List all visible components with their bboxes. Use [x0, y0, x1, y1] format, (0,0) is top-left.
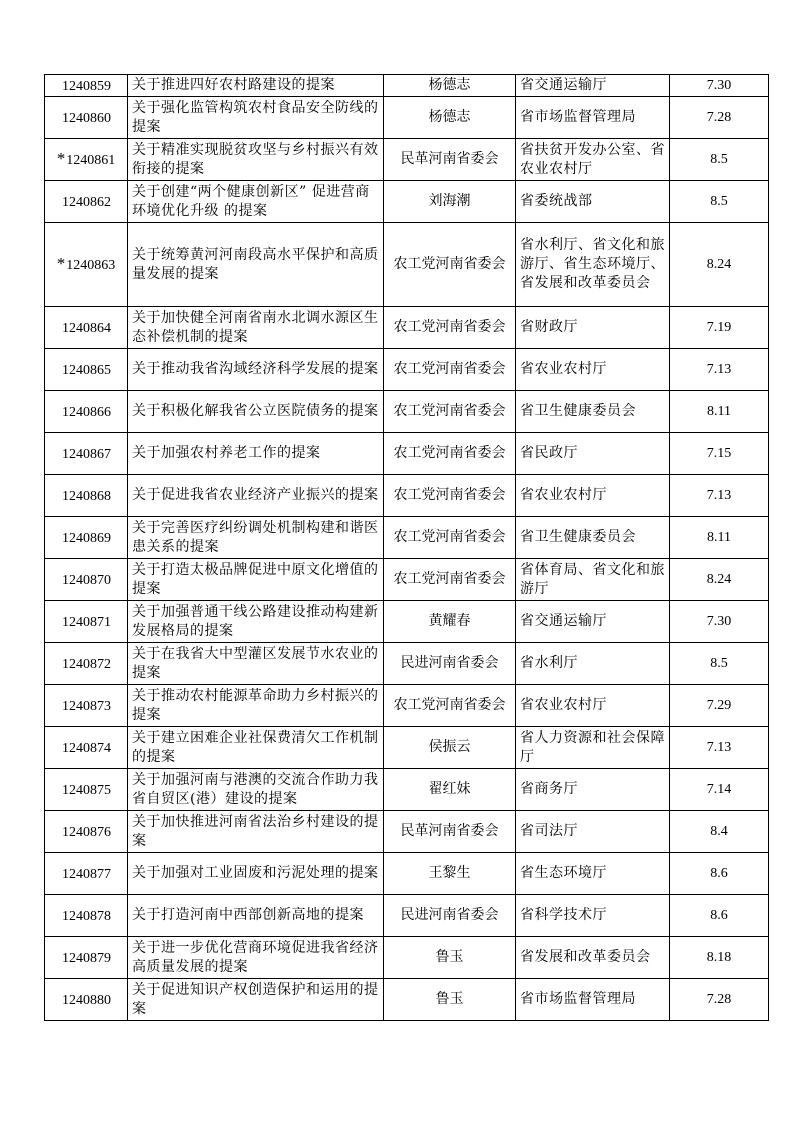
deadline-date: 8.24 — [670, 559, 769, 601]
proposal-title: 关于加强农村养老工作的提案 — [128, 433, 384, 475]
proposal-number-cell — [45, 97, 128, 139]
deadline-date: 8.6 — [670, 853, 769, 895]
proposal-number: 1240860 — [62, 111, 111, 126]
table-row — [45, 643, 769, 685]
handling-department: 省水利厅 — [516, 643, 670, 685]
proposal-number: 1240868 — [62, 489, 111, 504]
proposal-number: 1240866 — [62, 405, 111, 420]
handling-department: 省委统战部 — [516, 181, 670, 223]
table-row — [45, 391, 769, 433]
proposal-number: 1240874 — [62, 741, 111, 756]
proposals-table-body — [45, 75, 769, 1021]
deadline-date: 7.13 — [670, 349, 769, 391]
proposal-number-cell — [45, 769, 128, 811]
proposal-title: 关于加强对工业固废和污泥处理的提案 — [128, 853, 384, 895]
handling-department: 省市场监督管理局 — [516, 979, 670, 1021]
table-row — [45, 517, 769, 559]
deadline-date: 8.11 — [670, 391, 769, 433]
proposal-number-cell — [45, 895, 128, 937]
proposal-number-cell — [45, 349, 128, 391]
deadline-date: 8.4 — [670, 811, 769, 853]
deadline-date: 8.6 — [670, 895, 769, 937]
proposer: 黄耀春 — [384, 601, 516, 643]
proposer: 农工党河南省委会 — [384, 223, 516, 307]
proposal-title: 关于在我省大中型灌区发展节水农业的提案 — [128, 643, 384, 685]
handling-department: 省市场监督管理局 — [516, 97, 670, 139]
proposal-number-cell — [45, 517, 128, 559]
proposal-number-cell — [45, 643, 128, 685]
deadline-date: 7.29 — [670, 685, 769, 727]
proposer: 翟红妹 — [384, 769, 516, 811]
handling-department: 省农业农村厅 — [516, 349, 670, 391]
deadline-date: 7.30 — [670, 75, 769, 97]
proposer: 农工党河南省委会 — [384, 517, 516, 559]
proposal-title: 关于精准实现脱贫攻坚与乡村振兴有效衔接的提案 — [128, 139, 384, 181]
proposal-number: 1240865 — [62, 363, 111, 378]
proposal-title: 关于打造河南中西部创新高地的提案 — [128, 895, 384, 937]
proposal-number: 1240864 — [62, 321, 111, 336]
handling-department: 省财政厅 — [516, 307, 670, 349]
proposer: 鲁玉 — [384, 979, 516, 1021]
proposal-title: 关于完善医疗纠纷调处机制构建和谐医患关系的提案 — [128, 517, 384, 559]
table-row — [45, 895, 769, 937]
proposal-number: 1240877 — [62, 867, 111, 882]
proposal-title: 关于推动我省沟域经济科学发展的提案 — [128, 349, 384, 391]
handling-department: 省交通运输厅 — [516, 75, 670, 97]
table-row — [45, 97, 769, 139]
table-row — [45, 559, 769, 601]
key-proposal-star: * — [56, 149, 66, 168]
proposal-title: 关于推动农村能源革命助力乡村振兴的提案 — [128, 685, 384, 727]
table-row — [45, 307, 769, 349]
proposer: 农工党河南省委会 — [384, 433, 516, 475]
proposal-number-cell — [45, 307, 128, 349]
table-row — [45, 811, 769, 853]
proposal-title: 关于加快推进河南省法治乡村建设的提案 — [128, 811, 384, 853]
proposal-number: 1240875 — [62, 783, 111, 798]
proposals-table — [44, 74, 769, 1021]
table-row — [45, 769, 769, 811]
handling-department: 省扶贫开发办公室、省农业农村厅 — [516, 139, 670, 181]
proposal-number: 1240870 — [62, 573, 111, 588]
table-row — [45, 685, 769, 727]
proposer: 杨德志 — [384, 75, 516, 97]
deadline-date: 7.14 — [670, 769, 769, 811]
table-row — [45, 937, 769, 979]
handling-department: 省交通运输厅 — [516, 601, 670, 643]
proposal-number-cell — [45, 559, 128, 601]
table-row — [45, 433, 769, 475]
handling-department: 省卫生健康委员会 — [516, 517, 670, 559]
proposer: 杨德志 — [384, 97, 516, 139]
deadline-date: 8.18 — [670, 937, 769, 979]
proposer: 民进河南省委会 — [384, 643, 516, 685]
proposal-title: 关于打造太极品牌促进中原文化增值的提案 — [128, 559, 384, 601]
proposal-number-cell — [45, 391, 128, 433]
proposer: 刘海潮 — [384, 181, 516, 223]
deadline-date: 7.13 — [670, 727, 769, 769]
proposal-title: 关于创建“两个健康创新区” 促进营商环境优化升级 的提案 — [128, 181, 384, 223]
proposal-number: 1240872 — [62, 657, 111, 672]
deadline-date: 7.30 — [670, 601, 769, 643]
proposer: 侯振云 — [384, 727, 516, 769]
proposal-number-cell — [45, 685, 128, 727]
proposal-number-cell — [45, 475, 128, 517]
deadline-date: 7.28 — [670, 979, 769, 1021]
proposal-number: 1240863 — [66, 258, 116, 273]
deadline-date: 7.15 — [670, 433, 769, 475]
proposal-title: 关于积极化解我省公立医院债务的提案 — [128, 391, 384, 433]
proposal-number: 1240876 — [62, 825, 111, 840]
handling-department: 省科学技术厅 — [516, 895, 670, 937]
proposer: 农工党河南省委会 — [384, 391, 516, 433]
proposal-title: 关于进一步优化营商环境促进我省经济高质量发展的提案 — [128, 937, 384, 979]
table-row — [45, 727, 769, 769]
table-row — [45, 853, 769, 895]
proposal-number: 1240879 — [62, 951, 111, 966]
deadline-date: 8.5 — [670, 139, 769, 181]
proposal-title: 关于促进我省农业经济产业振兴的提案 — [128, 475, 384, 517]
deadline-date: 8.11 — [670, 517, 769, 559]
proposal-number-cell — [45, 979, 128, 1021]
proposal-title: 关于强化监管构筑农村食品安全防线的提案 — [128, 97, 384, 139]
deadline-date: 7.28 — [670, 97, 769, 139]
proposal-number: 1240869 — [62, 531, 111, 546]
proposer: 鲁玉 — [384, 937, 516, 979]
handling-department: 省水利厅、省文化和旅游厅、省生态环境厅、省发展和改革委员会 — [516, 223, 670, 307]
handling-department: 省体育局、省文化和旅游厅 — [516, 559, 670, 601]
proposal-number-cell — [45, 223, 128, 307]
deadline-date: 7.13 — [670, 475, 769, 517]
proposal-number-cell — [45, 937, 128, 979]
table-row — [45, 349, 769, 391]
proposal-number-cell — [45, 139, 128, 181]
handling-department: 省农业农村厅 — [516, 475, 670, 517]
table-row — [45, 223, 769, 307]
proposal-number-cell — [45, 727, 128, 769]
proposer: 农工党河南省委会 — [384, 349, 516, 391]
proposal-number-cell — [45, 601, 128, 643]
proposal-title: 关于建立困难企业社保费清欠工作机制的提案 — [128, 727, 384, 769]
proposal-number: 1240862 — [62, 195, 111, 210]
proposal-number-cell — [45, 433, 128, 475]
proposal-title: 关于推进四好农村路建设的提案 — [128, 75, 384, 97]
proposal-title: 关于加强普通干线公路建设推动构建新发展格局的提案 — [128, 601, 384, 643]
proposal-title: 关于促进知识产权创造保护和运用的提案 — [128, 979, 384, 1021]
proposal-number: 1240861 — [66, 153, 116, 168]
proposal-number-cell — [45, 811, 128, 853]
handling-department: 省发展和改革委员会 — [516, 937, 670, 979]
deadline-date: 8.5 — [670, 643, 769, 685]
proposer: 农工党河南省委会 — [384, 559, 516, 601]
handling-department: 省民政厅 — [516, 433, 670, 475]
key-proposal-star: * — [56, 254, 66, 273]
proposal-number: 1240873 — [62, 699, 111, 714]
handling-department: 省生态环境厅 — [516, 853, 670, 895]
proposal-title: 关于加强河南与港澳的交流合作助力我省自贸区(港）建设的提案 — [128, 769, 384, 811]
proposal-number: 1240859 — [62, 79, 111, 94]
table-row — [45, 181, 769, 223]
handling-department: 省人力资源和社会保障厅 — [516, 727, 670, 769]
handling-department: 省司法厅 — [516, 811, 670, 853]
proposal-number-cell — [45, 75, 128, 97]
table-row — [45, 475, 769, 517]
proposer: 农工党河南省委会 — [384, 307, 516, 349]
proposal-title: 关于统筹黄河河南段高水平保护和高质量发展的提案 — [128, 223, 384, 307]
proposer: 民革河南省委会 — [384, 811, 516, 853]
table-row — [45, 75, 769, 97]
proposal-number: 1240871 — [62, 615, 111, 630]
handling-department: 省卫生健康委员会 — [516, 391, 670, 433]
proposal-number: 1240867 — [62, 447, 111, 462]
proposal-number-cell — [45, 181, 128, 223]
handling-department: 省商务厅 — [516, 769, 670, 811]
handling-department: 省农业农村厅 — [516, 685, 670, 727]
proposer: 民革河南省委会 — [384, 139, 516, 181]
proposal-title: 关于加快健全河南省南水北调水源区生态补偿机制的提案 — [128, 307, 384, 349]
proposer: 王黎生 — [384, 853, 516, 895]
proposal-number: 1240880 — [62, 993, 111, 1008]
proposer: 农工党河南省委会 — [384, 685, 516, 727]
proposer: 农工党河南省委会 — [384, 475, 516, 517]
proposal-number: 1240878 — [62, 909, 111, 924]
table-row — [45, 139, 769, 181]
table-row — [45, 979, 769, 1021]
proposer: 民进河南省委会 — [384, 895, 516, 937]
deadline-date: 7.19 — [670, 307, 769, 349]
deadline-date: 8.24 — [670, 223, 769, 307]
proposal-number-cell — [45, 853, 128, 895]
table-row — [45, 601, 769, 643]
deadline-date: 8.5 — [670, 181, 769, 223]
